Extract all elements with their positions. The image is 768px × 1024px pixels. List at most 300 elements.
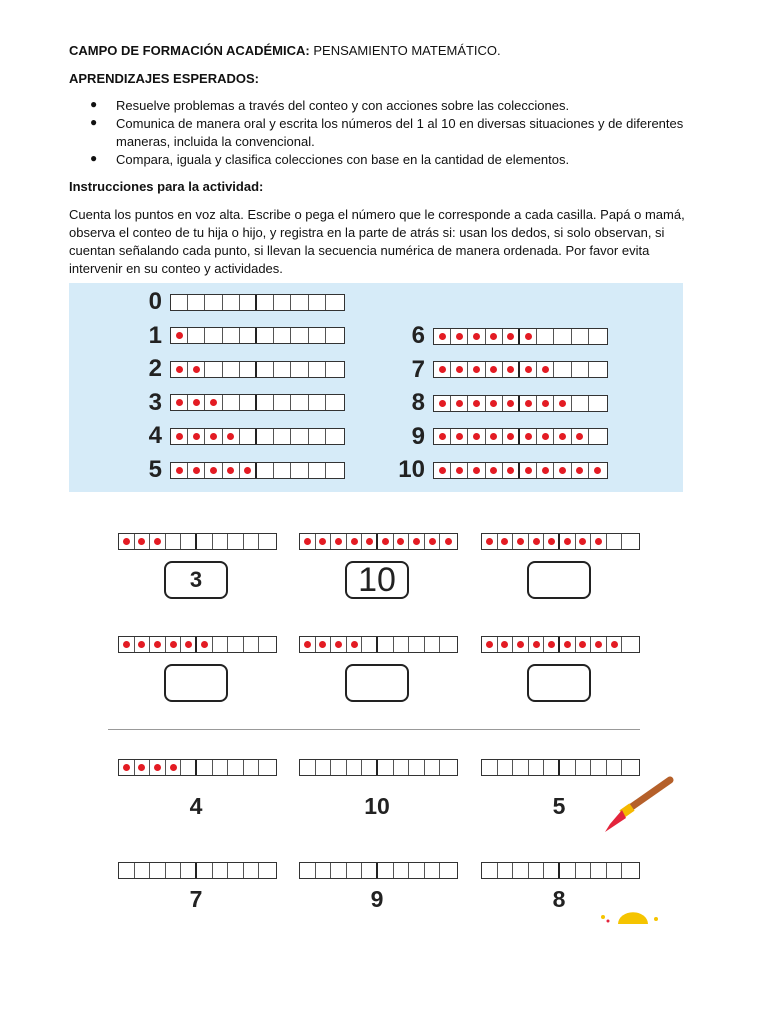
- frame-cell: [513, 637, 529, 652]
- frame-cell: [188, 395, 205, 410]
- field-value: PENSAMIENTO MATEMÁTICO.: [309, 43, 501, 58]
- frame-cell: [331, 760, 347, 775]
- frame-cell: [520, 362, 537, 377]
- ten-frame: [118, 862, 277, 879]
- frame-cell: [274, 463, 291, 478]
- frame-cell: [451, 396, 468, 411]
- frame-cell: [607, 637, 623, 652]
- counter-dot: [507, 433, 514, 440]
- reference-number: 4: [148, 422, 162, 450]
- frame-cell: [274, 429, 291, 444]
- frame-cell: [331, 863, 347, 878]
- counter-dot: [176, 433, 183, 440]
- frame-cell: [291, 362, 308, 377]
- counter-dot: [473, 333, 480, 340]
- counter-dot: [579, 641, 586, 648]
- reference-row: [380, 423, 608, 451]
- counter-dot: [576, 433, 583, 440]
- frame-cell: [451, 329, 468, 344]
- frame-cell: [316, 760, 332, 775]
- ten-frame: [433, 361, 608, 378]
- frame-cell: [394, 637, 410, 652]
- frame-cell: [223, 395, 240, 410]
- frame-cell: [576, 637, 592, 652]
- answer-box[interactable]: [345, 664, 409, 702]
- field-line: [69, 42, 501, 59]
- frame-cell: [166, 534, 182, 549]
- frame-cell: [259, 534, 275, 549]
- frame-cell: [513, 534, 529, 549]
- counter-dot: [439, 433, 446, 440]
- frame-cell: [316, 534, 332, 549]
- ten-frame: [118, 636, 277, 653]
- frame-cell: [554, 329, 571, 344]
- frame-cell: [529, 863, 545, 878]
- frame-cell: [589, 396, 606, 411]
- ten-frame: [299, 533, 458, 550]
- counter-dot: [123, 641, 130, 648]
- counter-dot: [564, 641, 571, 648]
- ten-frame: [433, 395, 608, 412]
- ten-frame: [118, 759, 277, 776]
- frame-cell: [468, 463, 485, 478]
- frame-cell: [119, 863, 135, 878]
- counter-dot: [439, 366, 446, 373]
- frame-cell: [244, 760, 260, 775]
- target-number: 5: [552, 793, 566, 819]
- frame-cell: [291, 395, 308, 410]
- frame-cell: [274, 328, 291, 343]
- frame-cell: [188, 328, 205, 343]
- exercise-frame[interactable]: [299, 759, 458, 776]
- frame-cell: [150, 637, 166, 652]
- counter-dot: [486, 538, 493, 545]
- frame-cell: [434, 362, 451, 377]
- counter-dot: [559, 400, 566, 407]
- frame-cell: [197, 760, 213, 775]
- counter-dot: [490, 333, 497, 340]
- frame-cell: [240, 328, 257, 343]
- counter-dot: [456, 333, 463, 340]
- reference-row: [130, 422, 345, 450]
- reference-row: [130, 288, 345, 316]
- exercise-frame: [481, 636, 640, 653]
- frame-cell: [576, 534, 592, 549]
- frame-cell: [503, 396, 520, 411]
- ten-frame: [433, 328, 608, 345]
- counter-dot: [579, 538, 586, 545]
- frame-cell: [240, 295, 257, 310]
- frame-cell: [498, 863, 514, 878]
- ten-frame: [481, 636, 640, 653]
- frame-cell: [544, 534, 560, 549]
- frame-cell: [197, 534, 213, 549]
- counter-dot: [439, 467, 446, 474]
- frame-cell: [309, 429, 326, 444]
- reference-row: [130, 322, 345, 350]
- answer-box[interactable]: 10: [345, 561, 409, 599]
- counter-dot: [507, 400, 514, 407]
- sun-decoration-icon: [596, 910, 676, 924]
- ten-frame: [433, 428, 608, 445]
- frame-cell: [560, 760, 576, 775]
- counter-dot: [170, 641, 177, 648]
- frame-cell: [257, 463, 274, 478]
- answer-box[interactable]: 3: [164, 561, 228, 599]
- ten-frame: [170, 294, 345, 311]
- frame-cell: [434, 396, 451, 411]
- reference-row: [380, 456, 608, 484]
- counter-dot: [413, 538, 420, 545]
- frame-cell: [223, 295, 240, 310]
- frame-cell: [486, 329, 503, 344]
- frame-cell: [150, 863, 166, 878]
- frame-cell: [188, 429, 205, 444]
- frame-cell: [257, 328, 274, 343]
- ten-frame: [170, 462, 345, 479]
- ten-frame: [481, 862, 640, 879]
- frame-cell: [591, 637, 607, 652]
- frame-cell: [589, 463, 606, 478]
- reference-row: [130, 389, 345, 417]
- frame-cell: [309, 463, 326, 478]
- counter-dot: [170, 764, 177, 771]
- frame-cell: [362, 760, 378, 775]
- frame-cell: [244, 863, 260, 878]
- frame-cell: [259, 760, 275, 775]
- reference-number: 2: [148, 355, 162, 383]
- frame-cell: [326, 463, 343, 478]
- learning-item: Compara, iguala y clasifica colecciones con base en la cantidad de elementos.: [116, 152, 570, 167]
- ten-frame: [299, 636, 458, 653]
- frame-cell: [326, 395, 343, 410]
- counter-dot: [210, 467, 217, 474]
- counter-dot: [176, 332, 183, 339]
- frame-cell: [482, 637, 498, 652]
- frame-cell: [482, 760, 498, 775]
- frame-cell: [300, 760, 316, 775]
- exercise-frame[interactable]: [118, 862, 277, 879]
- frame-cell: [607, 863, 623, 878]
- frame-cell: [205, 395, 222, 410]
- frame-cell: [554, 463, 571, 478]
- frame-cell: [347, 863, 363, 878]
- frame-cell: [326, 362, 343, 377]
- bullet-icon: ●: [90, 151, 98, 165]
- frame-cell: [622, 863, 638, 878]
- counter-dot: [138, 641, 145, 648]
- frame-cell: [347, 534, 363, 549]
- frame-cell: [347, 637, 363, 652]
- frame-cell: [529, 760, 545, 775]
- exercise-frame: [299, 636, 458, 653]
- frame-cell: [554, 362, 571, 377]
- frame-cell: [537, 463, 554, 478]
- counter-dot: [210, 399, 217, 406]
- frame-cell: [498, 534, 514, 549]
- frame-cell: [451, 362, 468, 377]
- counter-dot: [542, 366, 549, 373]
- learning-item: maneras, incluida la convencional.: [116, 134, 315, 149]
- frame-cell: [188, 362, 205, 377]
- frame-cell: [537, 429, 554, 444]
- frame-cell: [228, 534, 244, 549]
- frame-cell: [622, 534, 638, 549]
- frame-cell: [378, 760, 394, 775]
- frame-cell: [591, 863, 607, 878]
- counter-dot: [335, 641, 342, 648]
- counter-dot: [185, 641, 192, 648]
- counter-dot: [525, 366, 532, 373]
- counter-dot: [138, 764, 145, 771]
- counter-dot: [439, 333, 446, 340]
- frame-cell: [362, 637, 378, 652]
- counter-dot: [542, 400, 549, 407]
- frame-cell: [223, 328, 240, 343]
- frame-cell: [537, 362, 554, 377]
- frame-cell: [166, 760, 182, 775]
- frame-cell: [440, 760, 456, 775]
- frame-cell: [572, 429, 589, 444]
- reference-number: 3: [148, 388, 162, 416]
- frame-cell: [544, 637, 560, 652]
- frame-cell: [228, 637, 244, 652]
- counter-dot: [548, 538, 555, 545]
- target-number: 10: [364, 793, 390, 819]
- counter-dot: [490, 366, 497, 373]
- frame-cell: [529, 534, 545, 549]
- frame-cell: [188, 295, 205, 310]
- frame-cell: [434, 463, 451, 478]
- frame-cell: [576, 760, 592, 775]
- exercise-frame[interactable]: [118, 759, 277, 776]
- frame-cell: [498, 760, 514, 775]
- reference-number: 8: [411, 389, 425, 417]
- frame-cell: [572, 329, 589, 344]
- frame-cell: [300, 534, 316, 549]
- frame-cell: [223, 362, 240, 377]
- frame-cell: [205, 328, 222, 343]
- counter-dot: [611, 641, 618, 648]
- reference-number: 6: [411, 322, 425, 349]
- counter-dot: [193, 399, 200, 406]
- frame-cell: [213, 637, 229, 652]
- frame-cell: [503, 463, 520, 478]
- frame-cell: [486, 362, 503, 377]
- frame-cell: [213, 863, 229, 878]
- answer-box[interactable]: [164, 664, 228, 702]
- counter-dot: [351, 641, 358, 648]
- frame-cell: [347, 760, 363, 775]
- frame-cell: [300, 637, 316, 652]
- counter-dot: [517, 641, 524, 648]
- reference-number: 1: [148, 321, 162, 349]
- frame-cell: [119, 760, 135, 775]
- frame-cell: [326, 429, 343, 444]
- frame-cell: [554, 396, 571, 411]
- counter-dot: [244, 467, 251, 474]
- frame-cell: [362, 863, 378, 878]
- frame-cell: [362, 534, 378, 549]
- frame-cell: [394, 863, 410, 878]
- frame-cell: [300, 863, 316, 878]
- reference-row: [130, 355, 345, 383]
- answer-box[interactable]: [527, 664, 591, 702]
- instructions-line: Cuenta los puntos en voz alta. Escribe o pega el número que le corresponde a cada casilla. Papá o mamá,: [69, 207, 685, 222]
- reference-number: 0: [148, 288, 162, 315]
- counter-dot: [473, 366, 480, 373]
- counter-dot: [525, 400, 532, 407]
- frame-cell: [197, 863, 213, 878]
- frame-cell: [309, 362, 326, 377]
- counter-dot: [595, 538, 602, 545]
- ten-frame: [299, 759, 458, 776]
- frame-cell: [274, 395, 291, 410]
- exercise-frame: [299, 533, 458, 550]
- frame-cell: [150, 534, 166, 549]
- frame-cell: [425, 637, 441, 652]
- frame-cell: [378, 863, 394, 878]
- frame-cell: [451, 463, 468, 478]
- frame-cell: [468, 329, 485, 344]
- counter-dot: [210, 433, 217, 440]
- frame-cell: [274, 295, 291, 310]
- frame-cell: [274, 362, 291, 377]
- counter-dot: [456, 400, 463, 407]
- frame-cell: [291, 429, 308, 444]
- frame-cell: [498, 637, 514, 652]
- ten-frame: [170, 428, 345, 445]
- counter-dot: [456, 433, 463, 440]
- frame-cell: [520, 329, 537, 344]
- frame-cell: [309, 328, 326, 343]
- target-number: 8: [552, 886, 566, 912]
- frame-cell: [166, 637, 182, 652]
- frame-cell: [544, 760, 560, 775]
- frame-cell: [409, 863, 425, 878]
- frame-cell: [257, 362, 274, 377]
- frame-cell: [135, 863, 151, 878]
- frame-cell: [291, 463, 308, 478]
- frame-cell: [409, 760, 425, 775]
- frame-cell: [240, 429, 257, 444]
- learning-item: Resuelve problemas a través del conteo y con acciones sobre las colecciones.: [116, 98, 570, 113]
- counter-dot: [227, 467, 234, 474]
- reference-row: [380, 389, 608, 417]
- exercise-frame[interactable]: [299, 862, 458, 879]
- counter-dot: [154, 764, 161, 771]
- frame-cell: [513, 863, 529, 878]
- frame-cell: [425, 534, 441, 549]
- counter-dot: [525, 433, 532, 440]
- counter-dot: [594, 467, 601, 474]
- frame-cell: [309, 395, 326, 410]
- exercise-frame[interactable]: [481, 862, 640, 879]
- counter-dot: [176, 467, 183, 474]
- frame-cell: [468, 396, 485, 411]
- frame-cell: [228, 863, 244, 878]
- counter-dot: [507, 333, 514, 340]
- frame-cell: [440, 863, 456, 878]
- frame-cell: [434, 429, 451, 444]
- frame-cell: [560, 534, 576, 549]
- frame-cell: [326, 328, 343, 343]
- frame-cell: [468, 429, 485, 444]
- frame-cell: [244, 534, 260, 549]
- counter-dot: [439, 400, 446, 407]
- instructions-line: observa el conteo de tu hija o hijo, y registra en la parte de atrás si: usan los dedos, si solo observan, si: [69, 225, 665, 240]
- frame-cell: [589, 429, 606, 444]
- ten-frame: [481, 533, 640, 550]
- frame-cell: [171, 328, 188, 343]
- frame-cell: [291, 295, 308, 310]
- ten-frame: [170, 327, 345, 344]
- frame-cell: [440, 637, 456, 652]
- counter-dot: [525, 333, 532, 340]
- frame-cell: [228, 760, 244, 775]
- learning-title: APRENDIZAJES ESPERADOS:: [69, 71, 259, 86]
- counter-dot: [473, 467, 480, 474]
- frame-cell: [425, 863, 441, 878]
- frame-cell: [316, 863, 332, 878]
- frame-cell: [622, 637, 638, 652]
- target-number: 9: [370, 886, 384, 912]
- counter-dot: [382, 538, 389, 545]
- counter-dot: [123, 764, 130, 771]
- frame-cell: [537, 329, 554, 344]
- frame-cell: [554, 429, 571, 444]
- counter-dot: [304, 641, 311, 648]
- reference-row: [130, 456, 345, 484]
- frame-cell: [589, 362, 606, 377]
- frame-cell: [560, 637, 576, 652]
- answer-box[interactable]: [527, 561, 591, 599]
- counter-dot: [501, 538, 508, 545]
- frame-cell: [181, 534, 197, 549]
- frame-cell: [205, 463, 222, 478]
- frame-cell: [213, 760, 229, 775]
- frame-cell: [326, 295, 343, 310]
- frame-cell: [529, 637, 545, 652]
- frame-cell: [135, 534, 151, 549]
- frame-cell: [259, 863, 275, 878]
- counter-dot: [559, 433, 566, 440]
- counter-dot: [564, 538, 571, 545]
- frame-cell: [503, 362, 520, 377]
- counter-dot: [473, 400, 480, 407]
- frame-cell: [440, 534, 456, 549]
- counter-dot: [548, 641, 555, 648]
- frame-cell: [240, 463, 257, 478]
- frame-cell: [119, 534, 135, 549]
- frame-cell: [482, 534, 498, 549]
- frame-cell: [425, 760, 441, 775]
- frame-cell: [486, 429, 503, 444]
- frame-cell: [544, 863, 560, 878]
- frame-cell: [503, 429, 520, 444]
- exercise-frame: [118, 636, 277, 653]
- frame-cell: [589, 329, 606, 344]
- counter-dot: [176, 399, 183, 406]
- frame-cell: [409, 534, 425, 549]
- frame-cell: [240, 362, 257, 377]
- frame-cell: [244, 637, 260, 652]
- counter-dot: [304, 538, 311, 545]
- counter-dot: [533, 641, 540, 648]
- ten-frame: [170, 394, 345, 411]
- frame-cell: [223, 463, 240, 478]
- frame-cell: [135, 637, 151, 652]
